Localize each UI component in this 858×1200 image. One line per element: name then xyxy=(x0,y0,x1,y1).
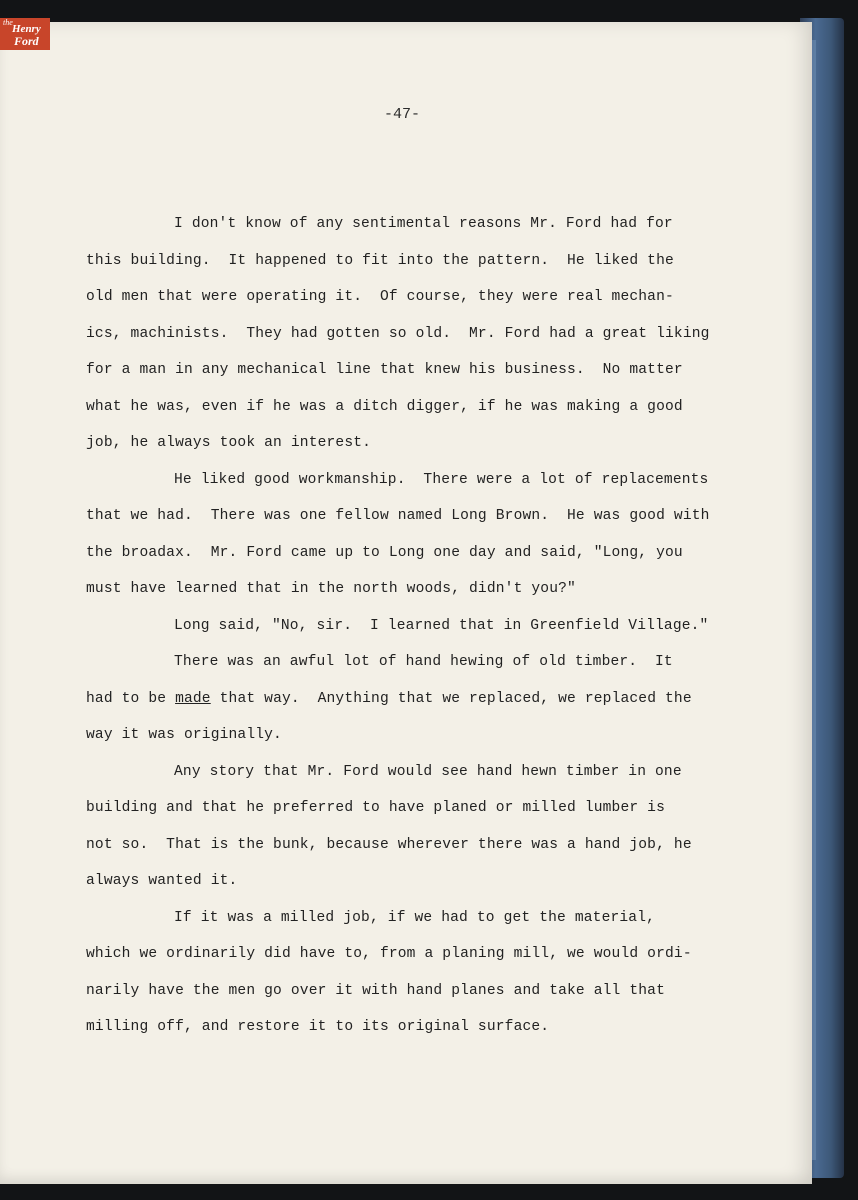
text-line: narily have the men go over it with hand planes and take all that xyxy=(86,982,665,999)
text-line: always wanted it. xyxy=(86,873,238,889)
text-line: way it was originally. xyxy=(86,727,282,743)
body-text xyxy=(86,206,726,1046)
text-line-underlined xyxy=(86,681,726,718)
text-line: not so. That is the bunk, because wherever there was a hand job, he xyxy=(86,836,692,853)
text-line: this building. It happened to fit into the pattern. He liked the xyxy=(86,252,674,269)
text-line: for a man in any mechanical line that knew his business. No matter xyxy=(86,362,683,378)
text-line: If it was a milled job, if we had to get the material, xyxy=(174,909,656,926)
text-line: building and that he preferred to have planed or milled lumber is xyxy=(86,800,665,816)
text-line: There was an awful lot of hand hewing of old timber. It xyxy=(174,654,673,670)
text-line: that we had. There was one fellow named Long Brown. He was good with xyxy=(86,508,710,524)
text-line: He liked good workmanship. There were a lot of replacements xyxy=(174,471,709,488)
text-line: must have learned that in the north woods, didn't you?" xyxy=(86,581,576,597)
text-segment: that way. Anything that we replaced, we replaced the xyxy=(210,690,692,707)
text-line: Long said, "No, sir. I learned that in Greenfield Village." xyxy=(174,617,709,634)
text-line: the broadax. Mr. Ford came up to Long one day and said, "Long, you xyxy=(86,544,683,561)
logo-henry: Henry xyxy=(12,23,41,35)
page-number: -47- xyxy=(384,106,421,123)
text-line: Any story that Mr. Ford would see hand hewn timber in one xyxy=(174,763,682,780)
text-line: old men that were operating it. Of course, they were real mechan- xyxy=(86,289,674,305)
logo-the: the xyxy=(3,18,13,27)
henry-ford-logo xyxy=(0,18,50,50)
underlined-word: made xyxy=(175,690,211,707)
text-line: job, he always took an interest. xyxy=(86,435,372,451)
text-line: milling off, and restore it to its original surface. xyxy=(86,1019,550,1035)
text-line: I don't know of any sentimental reasons Mr. Ford had for xyxy=(174,216,673,232)
text-line: ics, machinists. They had gotten so old. Mr. Ford had a great liking xyxy=(86,325,710,342)
text-line: what he was, even if he was a ditch digger, if he was making a good xyxy=(86,398,683,415)
text-segment: had to be xyxy=(86,690,176,707)
text-line: which we ordinarily did have to, from a planing mill, we would ordi- xyxy=(86,946,692,962)
logo-ford: Ford xyxy=(14,34,39,48)
